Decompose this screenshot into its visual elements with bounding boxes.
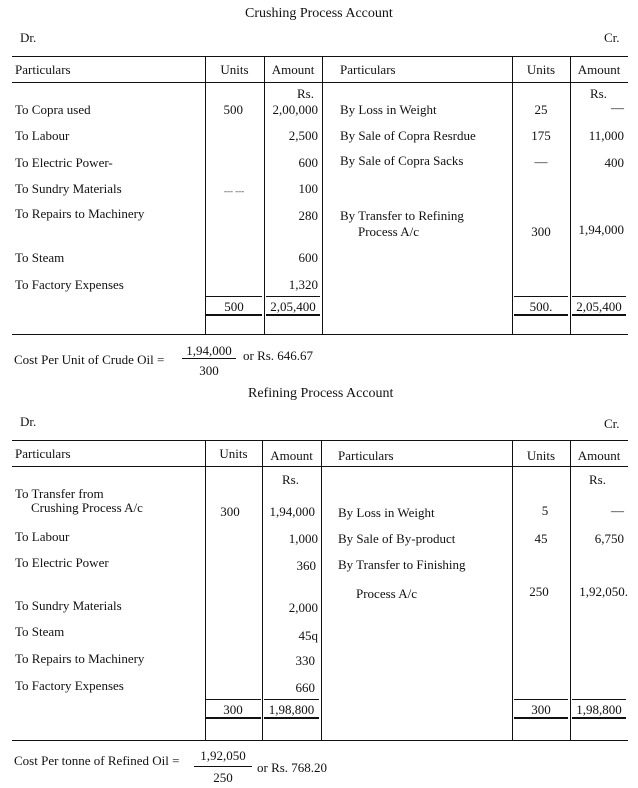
- crushing-cr-label: Cr.: [604, 30, 620, 45]
- crushing-header-particulars-right: Particulars: [340, 62, 396, 77]
- refining-cost-numerator: 1,92,050: [200, 748, 246, 763]
- crushing-debit-particulars: To Copra used: [15, 102, 91, 117]
- crushing-dr-label: Dr.: [20, 30, 37, 45]
- crushing-total-amount-right: 2,05,400: [576, 299, 622, 314]
- refining-cost-label: Cost Per tonne of Refined Oil =: [14, 753, 180, 768]
- refining-credit-amount: —: [611, 503, 624, 518]
- crushing-header-units-left: Units: [220, 62, 249, 77]
- crushing-credit-particulars: By Sale of Copra Resrdue: [340, 128, 476, 143]
- crushing-credit-units: 175: [531, 128, 551, 143]
- crushing-credit-units: 25: [534, 102, 548, 117]
- refining-debit-particulars: To Repairs to Machinery: [15, 651, 145, 666]
- refining-total-amount-left: 1,98,800: [268, 702, 315, 717]
- crushing-total-units-left: 500: [224, 299, 244, 314]
- refining-debit-particulars: To Labour: [15, 529, 70, 544]
- crushing-debit-amount: 600: [298, 155, 318, 170]
- refining-credit-units: 250: [529, 584, 549, 599]
- refining-header-particulars-right: Particulars: [338, 448, 394, 463]
- refining-credit-amount: 6,750: [594, 531, 624, 546]
- crushing-cost-denominator: 300: [199, 363, 219, 378]
- crushing-credit-amount: —: [611, 100, 624, 115]
- refining-cr-label: Cr.: [604, 416, 620, 431]
- crushing-header-amount-right: Amount: [577, 62, 621, 77]
- crushing-debit-particulars: To Labour: [15, 128, 70, 143]
- refining-credit-units: 45: [534, 531, 548, 546]
- crushing-debit-amount: 100: [298, 181, 318, 196]
- crushing-credit-particulars: By Sale of Copra Sacks: [340, 153, 464, 168]
- crushing-debit-particulars: To Steam: [15, 250, 65, 265]
- refining-total-units-right: 300: [531, 702, 551, 717]
- crushing-credit-units: —: [534, 154, 548, 169]
- refining-debit-amount: 1,94,000: [269, 504, 315, 519]
- refining-debit-amount: 660: [295, 680, 315, 695]
- crushing-debit-amount: 2,00,000: [272, 102, 318, 117]
- refining-debit-particulars-cont: Crushing Process A/c: [31, 500, 143, 515]
- crushing-cost-result: or Rs. 646.67: [243, 348, 314, 363]
- refining-debit-particulars: To Electric Power: [15, 555, 109, 570]
- crushing-credit-amount: 400: [604, 155, 624, 170]
- crushing-title: Crushing Process Account: [245, 6, 393, 21]
- refining-header-units-left: Units: [219, 446, 248, 461]
- crushing-debit-amount: 280: [298, 208, 318, 223]
- crushing-debit-particulars: To Repairs to Machinery: [15, 206, 145, 221]
- refining-credit-particulars: By Transfer to Finishing: [338, 557, 466, 572]
- crushing-credit-amount: 11,000: [588, 128, 624, 143]
- crushing-credit-particulars: By Loss in Weight: [340, 102, 437, 117]
- crushing-credit-particulars: By Transfer to Refining: [340, 208, 464, 223]
- crushing-debit-amount: 2,500: [288, 128, 318, 143]
- refining-rs-left: Rs.: [282, 472, 299, 487]
- refining-debit-amount: 45q: [298, 628, 318, 643]
- crushing-credit-particulars-cont: Process A/c: [358, 224, 420, 239]
- refining-cost-denominator: 250: [213, 770, 233, 785]
- refining-credit-particulars-cont: Process A/c: [356, 586, 418, 601]
- crushing-cost-numerator: 1,94,000: [186, 343, 232, 358]
- refining-rs-right: Rs.: [589, 472, 606, 487]
- refining-header-amount-left: Amount: [270, 448, 313, 463]
- refining-debit-amount: 330: [295, 653, 315, 668]
- refining-header-units-right: Units: [526, 448, 556, 463]
- crushing-debit-amount: 600: [298, 250, 318, 265]
- crushing-total-units-right: 500.: [529, 299, 553, 314]
- refining-debit-particulars: To Steam: [15, 624, 65, 639]
- refining-credit-particulars: By Sale of By-product: [338, 531, 456, 546]
- crushing-cost-label: Cost Per Unit of Crude Oil =: [14, 352, 165, 367]
- crushing-credit-amount: 1,94,000: [578, 222, 624, 237]
- refining-credit-units: 5: [541, 503, 549, 518]
- refining-debit-amount: 1,000: [288, 531, 318, 546]
- refining-debit-amount: 2,000: [288, 600, 318, 615]
- refining-title: Refining Process Account: [248, 386, 394, 401]
- refining-credit-particulars: By Loss in Weight: [338, 505, 435, 520]
- refining-debit-particulars: To Sundry Materials: [15, 598, 122, 613]
- refining-header-particulars-left: Particulars: [15, 446, 71, 461]
- crushing-rs-right: Rs.: [590, 86, 607, 101]
- crushing-debit-amount: 1,320: [288, 277, 318, 292]
- refining-cost-result: or Rs. 768.20: [257, 760, 328, 775]
- refining-debit-particulars: To Factory Expenses: [15, 678, 124, 693]
- crushing-debit-particulars: To Sundry Materials: [15, 181, 122, 196]
- crushing-header-units-right: Units: [526, 62, 556, 77]
- refining-dr-label: Dr.: [20, 414, 37, 429]
- crushing-credit-units: 300: [531, 224, 551, 239]
- refining-header-amount-right: Amount: [577, 448, 621, 463]
- refining-total-units-left: 300: [223, 702, 243, 717]
- crushing-total-amount-left: 2,05,400: [270, 299, 316, 314]
- refining-total-amount-right: 1,98,800: [576, 702, 622, 717]
- refining-debit-particulars: To Transfer from: [15, 486, 104, 501]
- crushing-header-amount-left: Amount: [271, 62, 315, 77]
- crushing-rs-left: Rs.: [297, 86, 314, 101]
- refining-debit-amount: 360: [296, 558, 316, 573]
- crushing-debit-units: 500: [223, 102, 243, 117]
- crushing-debit-particulars: To Factory Expenses: [15, 277, 124, 292]
- refining-credit-amount: 1,92,050.: [579, 584, 628, 599]
- crushing-header-particulars-left: Particulars: [15, 62, 71, 77]
- crushing-debit-units-dash: --- ---: [224, 186, 245, 196]
- crushing-debit-particulars: To Electric Power-: [15, 155, 113, 170]
- refining-debit-units: 300: [220, 504, 240, 519]
